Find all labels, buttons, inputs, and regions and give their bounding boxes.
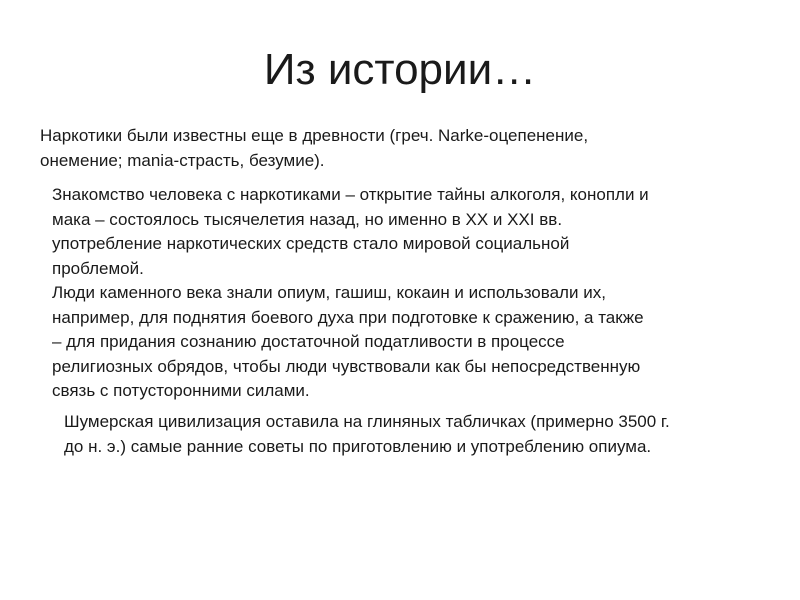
paragraph-history: Знакомство человека с наркотиками – открытие тайны алкоголя, конопли и мака – состоялось тысячелетия назад, но именно в XX и XXI вв. употребление наркотических средств стало мировой социальной проблемой. Люди каменного века знали опиум, гашиш, кокаин и использовали их, например, для поднятия боевого духа при подготовке к сражению, а также – для придания сознанию достаточной податливости в процессе религиозных обрядов, чтобы люди чувствовали как бы непосредственную связь с потусторонними силами. xyxy=(52,185,649,400)
slide-title: Из истории… xyxy=(263,45,537,94)
paragraph-sumer: Шумерская цивилизация оставила на глиняных табличках (примерно 3500 г. до н. э.) самые ранние советы по приготовлению и употреблению опиума. xyxy=(64,412,670,456)
paragraph-etymology: Наркотики были известны еще в древности (греч. Narke-оцепенение, онемение; mania-страсть, безумие). xyxy=(40,126,589,170)
